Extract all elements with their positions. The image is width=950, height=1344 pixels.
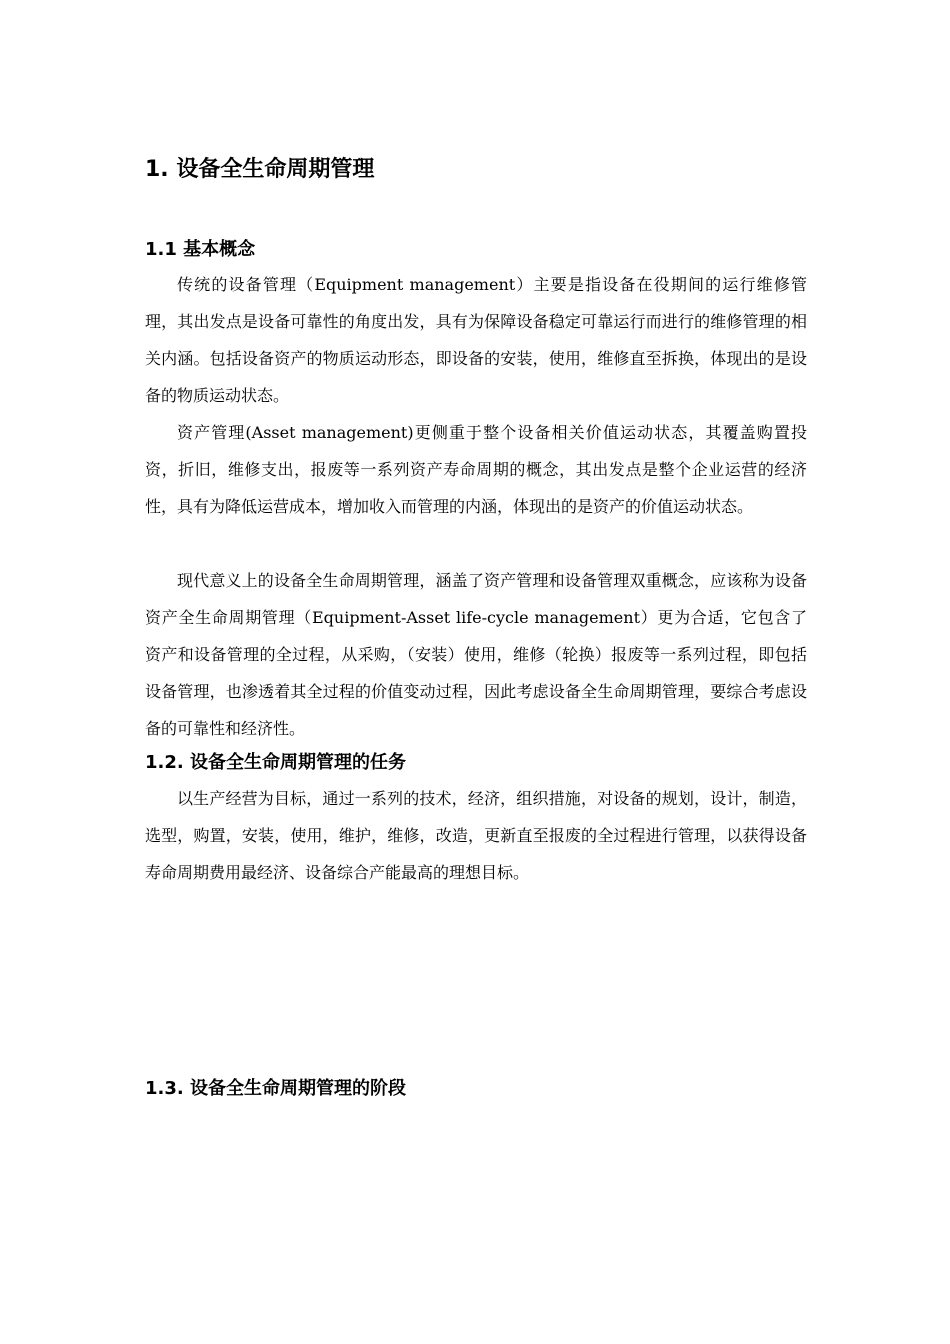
paragraph-equipment-management: 传统的设备管理（Equipment management）主要是指设备在役期间的运行维修管理，其出发点是设备可靠性的角度出发，具有为保障设备稳定可靠运行而进行的维修管理的相关内涵。包括设备资产的物质运动形态，即设备的安装，使用，维修直至拆换，体现出的是设备的物质运动状态。	[145, 275, 807, 405]
paragraph-lifecycle-management: 现代意义上的设备全生命周期管理，涵盖了资产管理和设备管理双重概念，应该称为设备资产全生命周期管理（Equipment-Asset life-cycle management）更为合适，它包含了资产和设备管理的全过程，从采购，（安装）使用，维修（轮换）报废等一系列过程，即包括设备管理，也渗透着其全过程的价值变动过程，因此考虑设备全生命周期管理，要综合考虑设备的可靠性和经济性。	[145, 571, 807, 738]
section-heading-stages: 1.3. 设备全生命周期管理的阶段	[145, 1078, 406, 1099]
paragraph-tasks: 以生产经营为目标，通过一系列的技术，经济，组织措施，对设备的规划，设计，制造，选型，购置，安装，使用，维护，维修，改造，更新直至报废的全过程进行管理，以获得设备寿命周期费用最经济、设备综合产能最高的理想目标。	[145, 789, 807, 882]
document-title: 1. 设备全生命周期管理	[145, 157, 375, 182]
section-heading-tasks: 1.2. 设备全生命周期管理的任务	[145, 752, 406, 773]
paragraph-asset-management: 资产管理(Asset management)更侧重于整个设备相关价值运动状态，其覆盖购置投资，折旧，维修支出，报废等一系列资产寿命周期的概念，其出发点是整个企业运营的经济性，具有为降低运营成本，增加收入而管理的内涵，体现出的是资产的价值运动状态。	[145, 423, 807, 516]
section-heading-basic-concepts: 1.1 基本概念	[145, 239, 256, 260]
